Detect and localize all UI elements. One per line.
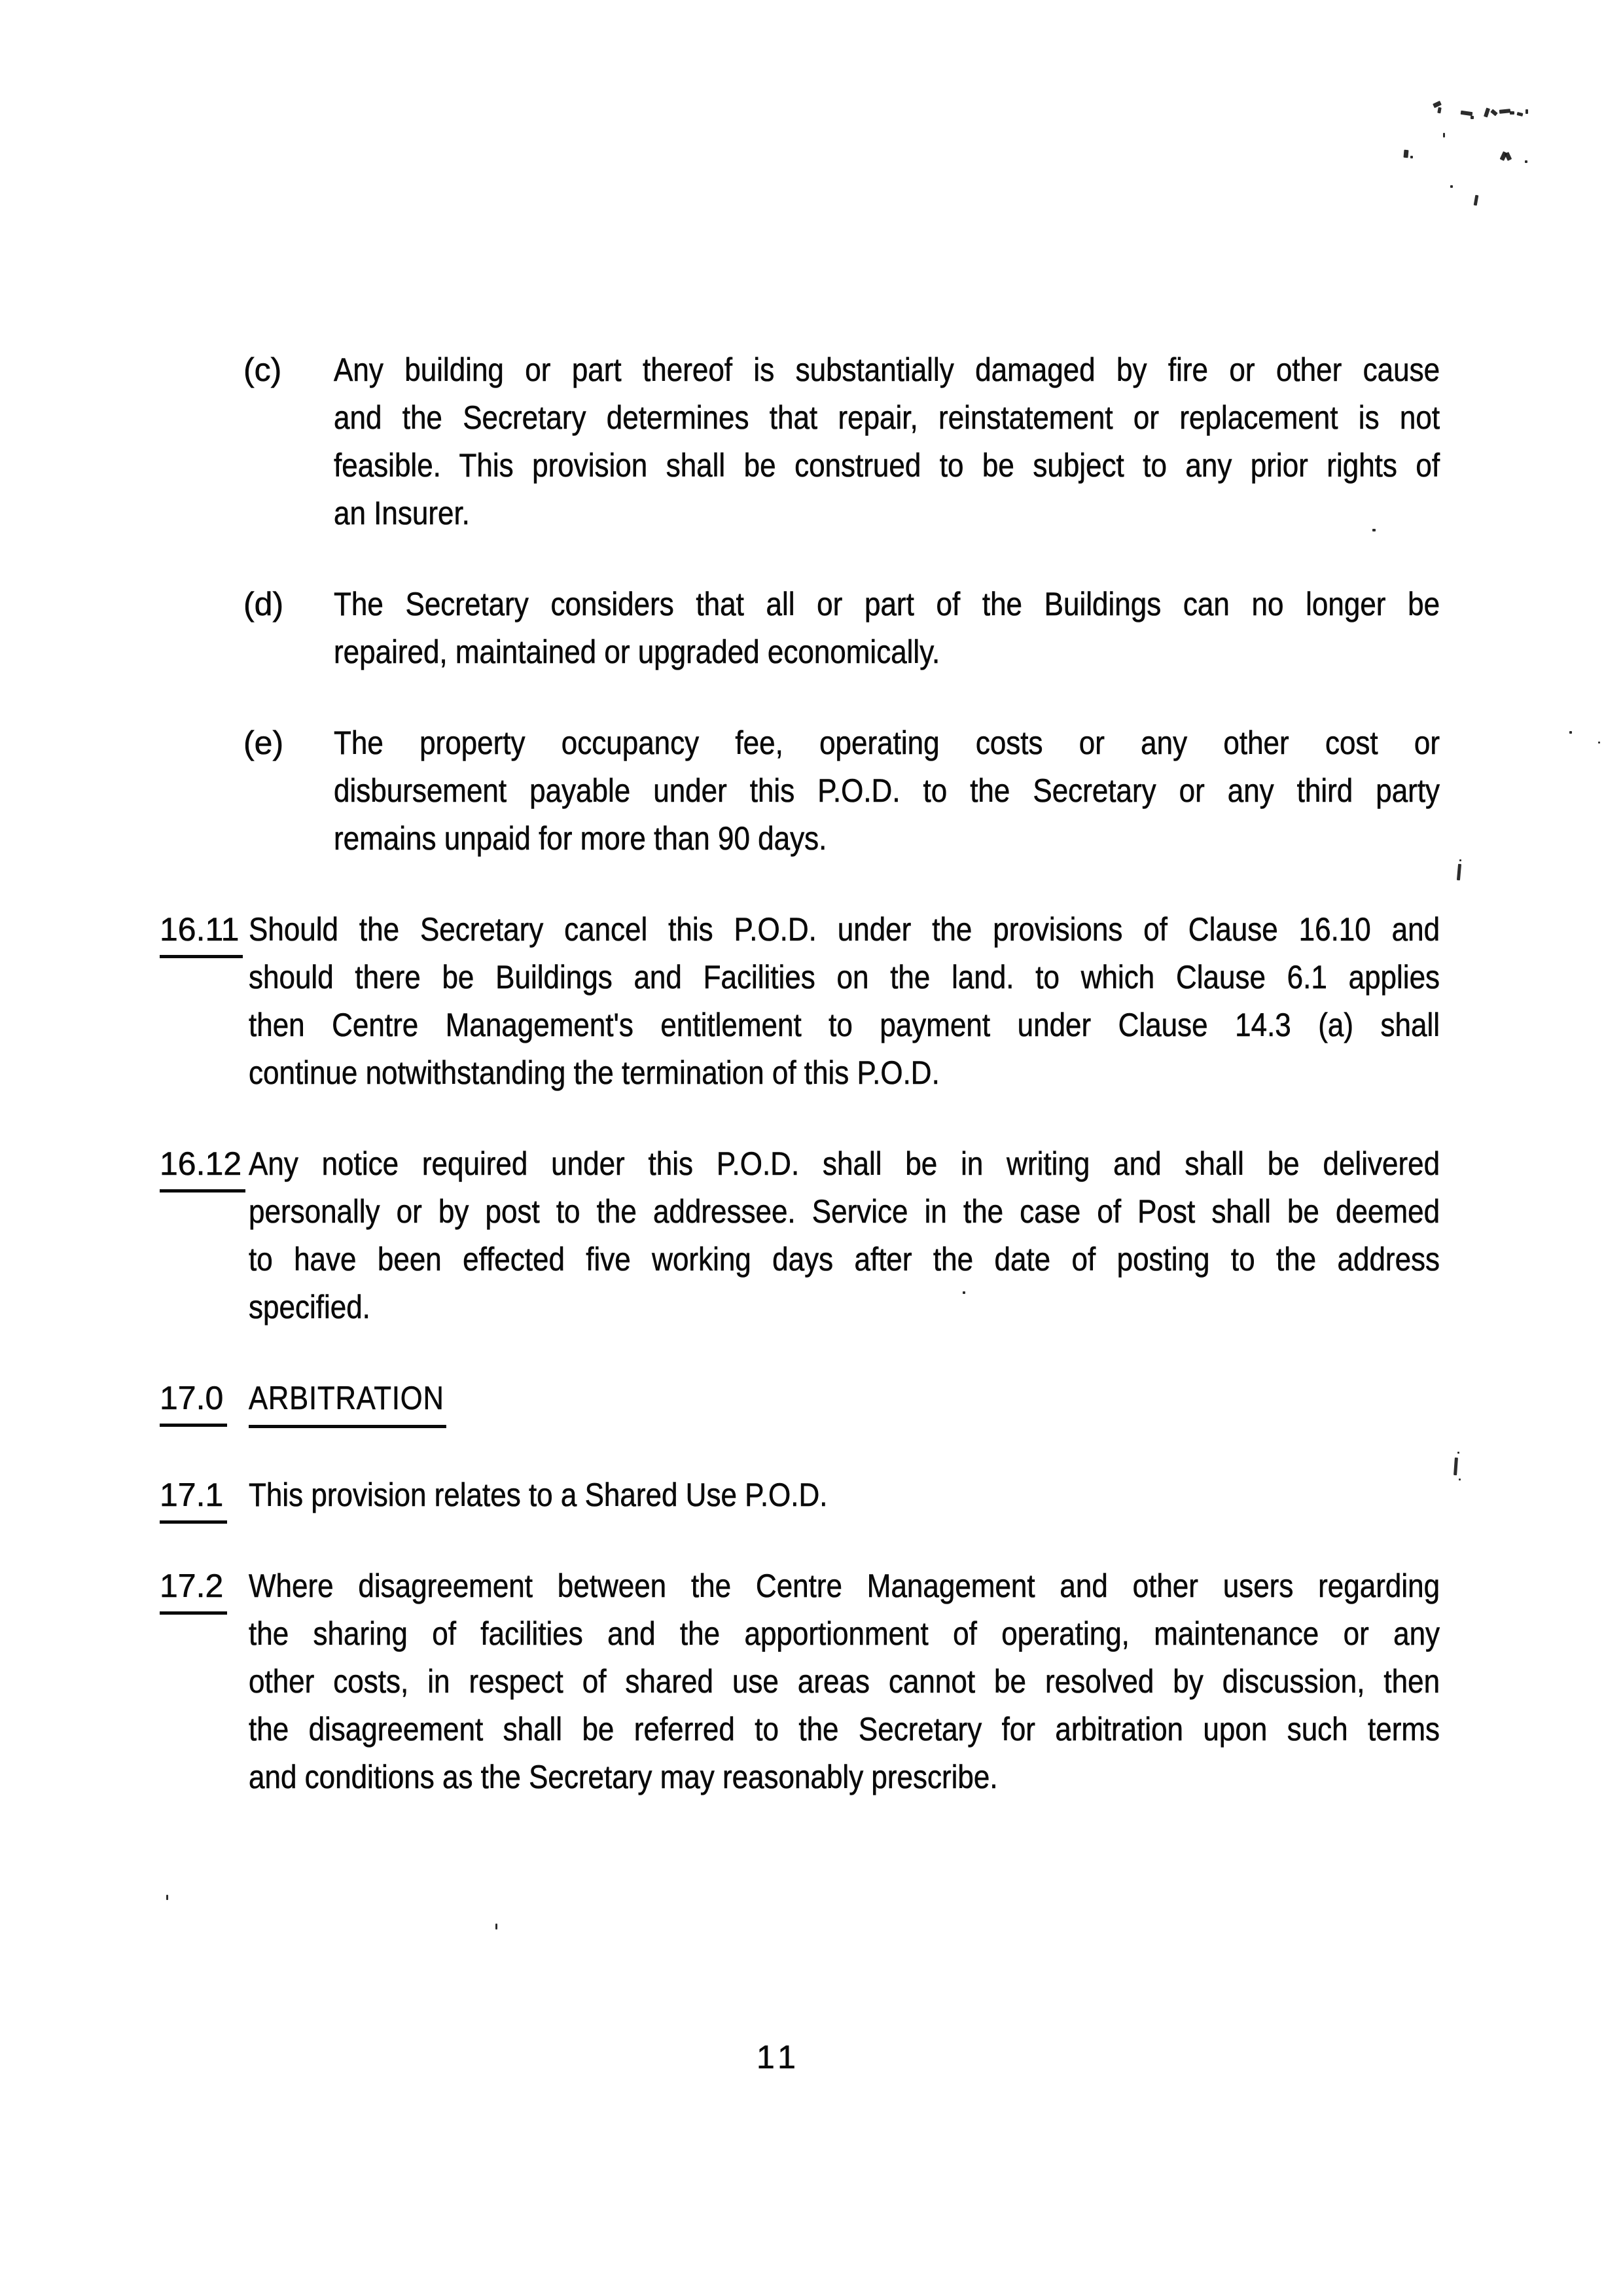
scan-speck [1457, 1452, 1459, 1454]
text-line: then Centre Management's entitlement to payment under Clause 14.3 (a) shall [249, 1007, 1440, 1043]
text-line: remains unpaid for more than 90 days. [334, 820, 827, 857]
clause-block-d [0, 581, 1623, 676]
clause-label: 16.12 [160, 1140, 245, 1193]
clause-body [334, 346, 1440, 537]
text-line: repaired, maintained or upgraded economically. [334, 634, 940, 670]
text-line: This provision relates to a Shared Use P.O.D. [249, 1477, 828, 1513]
scan-speck [1437, 107, 1441, 114]
scan-speck [1499, 109, 1511, 114]
clause-body [334, 581, 1440, 676]
clause-block-16.11 [0, 906, 1623, 1097]
scan-speck [1490, 109, 1498, 116]
scan-speck [1443, 133, 1445, 137]
clause-body [249, 1140, 1440, 1331]
text-line: disbursement payable under this P.O.D. to the Secretary or any third party [334, 772, 1440, 809]
text-line: Where disagreement between the Centre Management and other users regarding [249, 1568, 1440, 1604]
scan-speck [1517, 112, 1524, 117]
clause-block-e [0, 719, 1623, 863]
text-line: should there be Buildings and Facilities on the land. to which Clause 6.1 applies [249, 959, 1440, 996]
clause-label: 17.2 [160, 1562, 227, 1615]
clause-body [249, 906, 1440, 1097]
clause-block-17.2 [0, 1562, 1623, 1801]
text-line: continue notwithstanding the termination of this P.O.D. [249, 1054, 940, 1091]
scan-speck [963, 1291, 965, 1294]
scan-speck [166, 1895, 168, 1900]
clause-block-c [0, 346, 1623, 537]
scan-speck [1372, 529, 1376, 531]
scan-speck [1450, 185, 1453, 188]
clause-label: 17.1 [160, 1471, 227, 1524]
text-line: Should the Secretary cancel this P.O.D. under the provisions of Clause 16.10 and [249, 911, 1440, 948]
clause-body [334, 719, 1440, 863]
scan-speck [1525, 160, 1527, 163]
scan-speck [1403, 150, 1408, 158]
scan-speck [495, 1924, 497, 1929]
scan-speck [1510, 111, 1514, 115]
text-line: specified. [249, 1289, 370, 1325]
clause-label: (e) [243, 725, 284, 761]
text-line: the sharing of facilities and the apportionment of operating, maintenance or any [249, 1615, 1440, 1652]
scan-speck [1410, 156, 1413, 158]
text-line: feasible. This provision shall be construed to be subject to any prior rights of [334, 447, 1440, 484]
section-heading-title: ARBITRATION [249, 1374, 446, 1428]
page-number: 11 [757, 2039, 801, 2075]
scan-speck [1461, 111, 1473, 116]
clause-label: (c) [243, 351, 282, 388]
clause-block-17.1 [0, 1471, 1623, 1519]
text-line: and conditions as the Secretary may reasonably prescribe. [249, 1759, 998, 1795]
text-line: an Insurer. [334, 495, 470, 531]
text-line: Any building or part thereof is substantially damaged by fire or other cause [334, 351, 1440, 388]
clause-body [249, 1471, 1440, 1519]
document-blocks [0, 346, 1623, 1801]
clause-block-16.12 [0, 1140, 1623, 1331]
clause-body [249, 1562, 1440, 1801]
clause-body [249, 1374, 1440, 1428]
clause-block-17.0 [0, 1374, 1623, 1428]
scan-speck [1505, 152, 1512, 161]
scan-speck [1471, 116, 1474, 119]
text-line: the disagreement shall be referred to the Secretary for arbitration upon such terms [249, 1711, 1440, 1748]
clause-label: (d) [243, 586, 284, 622]
scan-speck [1484, 107, 1490, 117]
text-line: personally or by post to the addressee. Service in the case of Post shall be deemed [249, 1193, 1440, 1230]
scan-speck [1569, 731, 1572, 734]
text-line: to have been effected five working days after the date of posting to the address [249, 1241, 1440, 1278]
scan-speck [1459, 1479, 1461, 1480]
scan-speck [1598, 742, 1600, 744]
scan-speck [1474, 195, 1479, 206]
text-line: Any notice required under this P.O.D. shall be in writing and shall be delivered [249, 1145, 1440, 1182]
text-line: The property occupancy fee, operating costs or any other cost or [334, 725, 1440, 761]
scan-speck [1459, 859, 1461, 861]
clause-label: 17.0 [160, 1374, 227, 1427]
text-line: and the Secretary determines that repair, reinstatement or replacement is not [334, 399, 1440, 436]
text-line: The Secretary considers that all or part of the Buildings can no longer be [334, 586, 1440, 622]
text-line: other costs, in respect of shared use areas cannot be resolved by discussion, then [249, 1663, 1440, 1700]
scan-speck [1525, 109, 1528, 114]
clause-label: 16.11 [160, 906, 243, 958]
